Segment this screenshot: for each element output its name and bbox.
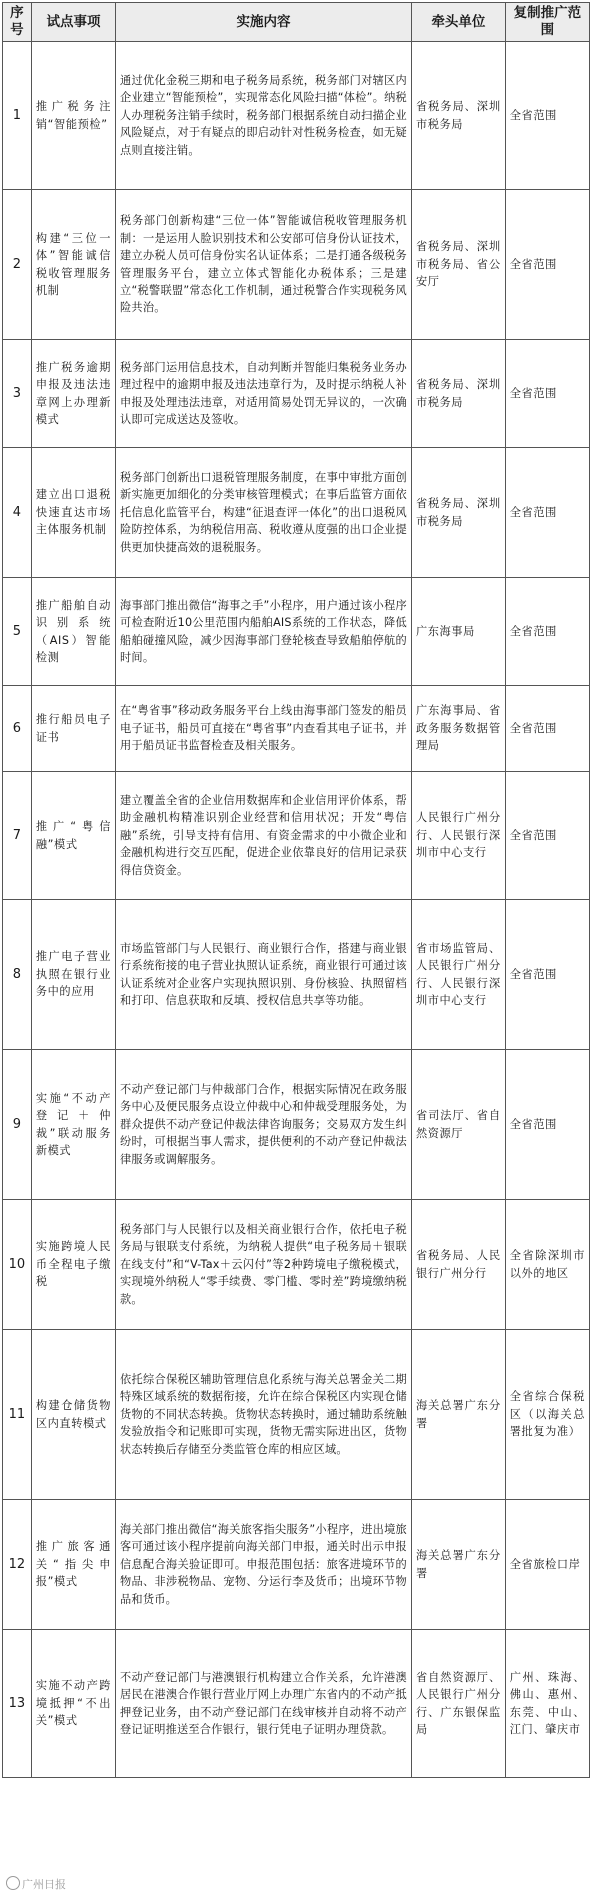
table-header-row [3, 3, 590, 42]
row-lead: 省司法厅、省自然资源厅 [411, 1050, 505, 1200]
row-no: 11 [3, 1330, 32, 1500]
row-no: 7 [3, 772, 32, 900]
row-scope: 全省综合保税区（以海关总署批复为准） [505, 1330, 589, 1500]
row-scope: 全省范围 [505, 340, 589, 448]
row-item: 推广船舶自动识别系统（AIS）智能检测 [31, 578, 115, 686]
row-item: 实施不动产跨境抵押“不出关”模式 [31, 1630, 115, 1778]
row-content: 海事部门推出微信“海事之手”小程序，用户通过该小程序可检查附近10公里范围内船舶AIS系统的工作状态，降低船舶碰撞风险，减少因海事部门登轮核查导致船舶停航的时间。 [116, 578, 412, 686]
row-item: 推广旅客通关“指尖申报”模式 [31, 1500, 115, 1630]
row-lead: 海关总署广东分署 [411, 1330, 505, 1500]
row-item: 构建“三位一体”智能诚信税收管理服务机制 [31, 190, 115, 340]
row-content: 税务部门创新出口退税管理服务制度，在事中审批方面创新实施更加细化的分类审核管理模式；在事后监管方面依托信息化监管平台，构建“征退查评一体化”的出口退税风险防控体系，为纳税信用高、税收遵从度强的出口企业提供更加快捷高效的退税服务。 [116, 448, 412, 578]
row-no: 1 [3, 42, 32, 190]
row-content: 依托综合保税区辅助管理信息化系统与海关总署金关二期特殊区域系统的数据衔接，允许在综合保税区内实现仓储货物的不同状态转换。货物状态转换时，通过辅助系统触发验放指令和记账即可实现，货物无需实际进出区，货物状态转换后存储至分类监管仓库的相应区域。 [116, 1330, 412, 1500]
row-item: 推行船员电子证书 [31, 686, 115, 772]
row-scope: 全省范围 [505, 686, 589, 772]
row-item: 建立出口退税快速直达市场主体服务机制 [31, 448, 115, 578]
row-item: 推广税务逾期申报及违法违章网上办理新模式 [31, 340, 115, 448]
header-no: 序号 [3, 3, 32, 42]
row-content: 税务部门与人民银行以及相关商业银行合作，依托电子税务局与银联支付系统，为纳税人提供“电子税务局＋银联在线支付”和“V-Tax＋云闪付”等2种跨境电子缴税模式，实现境外纳税人“零手续费、零门槛、零时差”跨境缴纳税款。 [116, 1200, 412, 1330]
row-item: 实施跨境人民币全程电子缴税 [31, 1200, 115, 1330]
header-content: 实施内容 [116, 3, 412, 42]
row-lead: 省税务局、深圳市税务局、省公安厅 [411, 190, 505, 340]
row-item: 推广“粤信融”模式 [31, 772, 115, 900]
row-lead: 广东海事局、省政务服务数据管理局 [411, 686, 505, 772]
row-lead: 省税务局、深圳市税务局 [411, 448, 505, 578]
row-scope: 全省范围 [505, 772, 589, 900]
row-lead: 广东海事局 [411, 578, 505, 686]
table-row [3, 340, 590, 448]
watermark-logo-icon [6, 1876, 20, 1890]
watermark [6, 1876, 66, 1892]
table-row [3, 448, 590, 578]
row-scope: 全省范围 [505, 42, 589, 190]
table-row [3, 1630, 590, 1778]
table-row [3, 1200, 590, 1330]
table-row [3, 686, 590, 772]
row-lead: 省市场监管局、人民银行广州分行、人民银行深圳市中心支行 [411, 900, 505, 1050]
row-scope: 全省范围 [505, 900, 589, 1050]
row-content: 在“粤省事”移动政务服务平台上线由海事部门签发的船员电子证书，船员可直接在“粤省事”内查看其电子证书，并用于船员证书监督检查及相关服务。 [116, 686, 412, 772]
row-lead: 省自然资源厅、人民银行广州分行、广东银保监局 [411, 1630, 505, 1778]
row-scope: 全省除深圳市以外的地区 [505, 1200, 589, 1330]
row-content: 通过优化金税三期和电子税务局系统，税务部门对辖区内企业建立“智能预检”，实现常态化风险扫描“体检”。纳税人办理税务注销手续时，税务部门根据系统自动扫描企业风险疑点，对于有疑点的即启动针对性税务检查，如无疑点则直接注销。 [116, 42, 412, 190]
table-row [3, 1330, 590, 1500]
row-content: 不动产登记部门与仲裁部门合作，根据实际情况在政务服务中心及便民服务点设立仲裁中心和仲裁受理服务处，为群众提供不动产登记仲裁法律咨询服务；交易双方发生纠纷时，可根据当事人需求，提供便利的不动产登记仲裁法律服务或调解服务。 [116, 1050, 412, 1200]
row-content: 市场监管部门与人民银行、商业银行合作，搭建与商业银行系统衔接的电子营业执照认证系统，商业银行可通过该认证系统对企业客户实现执照识别、身份核验、执照留档和打印、信息获取和反填、授权信息共享等功能。 [116, 900, 412, 1050]
table-row [3, 772, 590, 900]
table-row [3, 1050, 590, 1200]
row-content: 海关部门推出微信“海关旅客指尖服务”小程序，进出境旅客可通过该小程序提前向海关部门申报，通关时出示申报信息配合海关验证即可。申报范围包括：旅客进境环节的物品、非涉税物品、宠物、分运行李及货币；出境环节物品和货币。 [116, 1500, 412, 1630]
table-row [3, 900, 590, 1050]
row-scope: 全省范围 [505, 578, 589, 686]
row-no: 12 [3, 1500, 32, 1630]
row-content: 税务部门运用信息技术，自动判断并智能归集税务业务办理过程中的逾期申报及违法违章行为，及时提示纳税人补申报及处理违法违章，对适用简易处罚无异议的，一次确认即可完成送达及签收。 [116, 340, 412, 448]
row-item: 实施“不动产登记＋仲裁”联动服务新模式 [31, 1050, 115, 1200]
row-lead: 海关总署广东分署 [411, 1500, 505, 1630]
header-scope: 复制推广范围 [505, 3, 589, 42]
row-no: 9 [3, 1050, 32, 1200]
header-lead: 牵头单位 [411, 3, 505, 42]
watermark-text: 广州日报 [22, 1878, 66, 1891]
row-scope: 全省范围 [505, 1050, 589, 1200]
row-content: 税务部门创新构建“三位一体”智能诚信税收管理服务机制：一是运用人脸识别技术和公安部可信身份认证技术，建立办税人员可信身份实名认证体系；二是打通各级税务管理服务平台，建立立体式智能化办税体系；三是建立“税警联盟”常态化工作机制，通过税警合作实现税务风险共治。 [116, 190, 412, 340]
row-lead: 人民银行广州分行、人民银行深圳市中心支行 [411, 772, 505, 900]
table-row [3, 190, 590, 340]
row-no: 6 [3, 686, 32, 772]
row-lead: 省税务局、人民银行广州分行 [411, 1200, 505, 1330]
table-row [3, 42, 590, 190]
table-row [3, 1500, 590, 1630]
row-item: 推广税务注销“智能预检” [31, 42, 115, 190]
row-no: 3 [3, 340, 32, 448]
row-no: 2 [3, 190, 32, 340]
row-scope: 广州、珠海、佛山、惠州、东莞、中山、江门、肇庆市 [505, 1630, 589, 1778]
row-item: 推广电子营业执照在银行业务中的应用 [31, 900, 115, 1050]
row-scope: 全省范围 [505, 190, 589, 340]
row-item: 构建仓储货物区内直转模式 [31, 1330, 115, 1500]
row-content: 不动产登记部门与港澳银行机构建立合作关系，允许港澳居民在港澳合作银行营业厅网上办理广东省内的不动产抵押登记业务，由不动产登记部门在线审核并自动将不动产登记证明推送至合作银行，银行凭电子证明办理贷款。 [116, 1630, 412, 1778]
row-scope: 全省旅检口岸 [505, 1500, 589, 1630]
row-scope: 全省范围 [505, 448, 589, 578]
table-row [3, 578, 590, 686]
row-no: 10 [3, 1200, 32, 1330]
row-lead: 省税务局、深圳市税务局 [411, 340, 505, 448]
row-lead: 省税务局、深圳市税务局 [411, 42, 505, 190]
pilot-items-table [2, 2, 590, 1778]
header-item: 试点事项 [31, 3, 115, 42]
row-no: 5 [3, 578, 32, 686]
row-content: 建立覆盖全省的企业信用数据库和企业信用评价体系，帮助金融机构精准识别企业经营和信用状况；开发“粤信融”系统，引导支持有信用、有资金需求的中小微企业和金融机构进行交互匹配，促进企业依靠良好的信用记录获得信贷资金。 [116, 772, 412, 900]
row-no: 13 [3, 1630, 32, 1778]
row-no: 8 [3, 900, 32, 1050]
row-no: 4 [3, 448, 32, 578]
